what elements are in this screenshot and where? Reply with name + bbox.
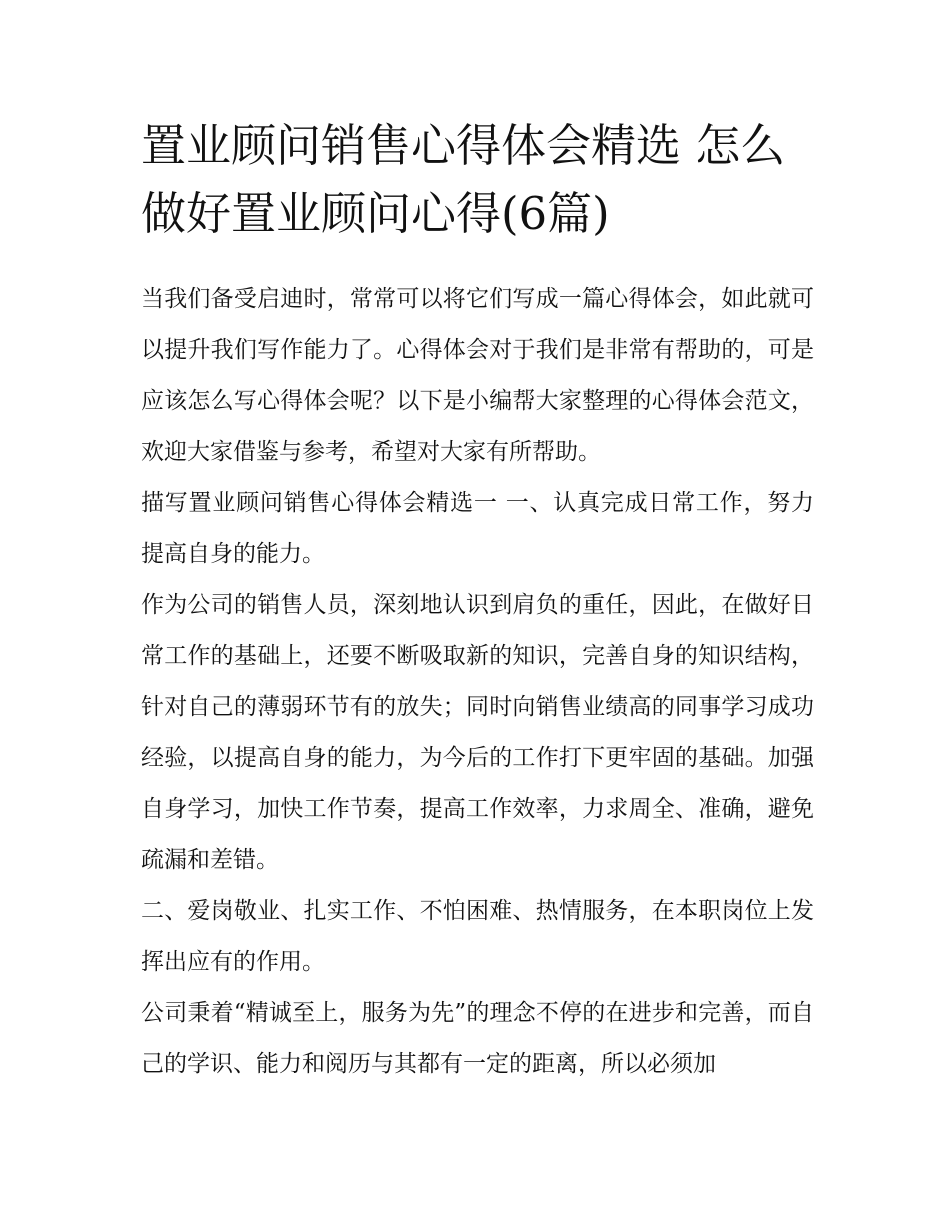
section-two-heading: 二、爱岗敬业、扎实工作、不怕困难、热情服务，在本职岗位上发挥出应有的作用。 <box>141 898 814 975</box>
body-paragraph-truncated: 公司秉着“精诚至上，服务为先”的理念不停的在进步和完善，而自己的学识、能力和阅历与其都有一定的距离，所以必须加 <box>141 1000 814 1077</box>
intro-paragraph: 当我们备受启迪时，常常可以将它们写成一篇心得体会，如此就可以提升我们写作能力了。心得体会对于我们是非常有帮助的，可是应该怎么写心得体会呢？以下是小编帮大家整理的心得体会范文，欢迎大家借鉴与参考，希望对大家有所帮助。 <box>141 286 814 465</box>
section-one-heading: 描写置业顾问销售心得体会精选一 一、认真完成日常工作，努力提高自身的能力。 <box>141 490 814 567</box>
body-paragraph: 作为公司的销售人员，深刻地认识到肩负的重任，因此，在做好日常工作的基础上，还要不断吸取新的知识，完善自身的知识结构，针对自己的薄弱环节有的放失；同时向销售业绩高的同事学习成功经验，以提高自身的能力，为今后的工作打下更牢固的基础。加强自身学习，加快工作节奏，提高工作效率，力求周全、准确，避免疏漏和差错。 <box>141 592 814 873</box>
document-title: 置业顾问销售心得体会精选 怎么做好置业顾问心得(6篇) <box>141 119 786 240</box>
